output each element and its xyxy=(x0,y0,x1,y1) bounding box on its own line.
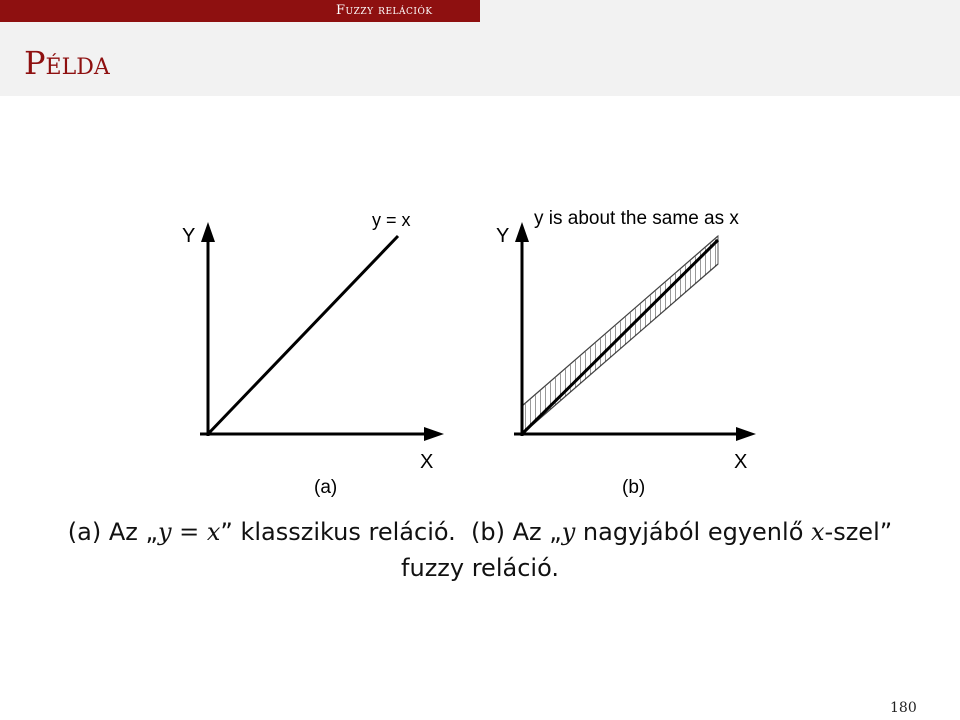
panel-b xyxy=(496,208,756,498)
panel-b-y-arrow xyxy=(515,222,529,242)
caption-line-1 xyxy=(40,514,920,550)
caption-b-mid: nagyjából egyenlő xyxy=(575,518,811,546)
panel-b-x-arrow xyxy=(736,427,756,441)
panel-b-y-label: Y xyxy=(496,225,510,247)
panel-b-line-label: y is about the same as x xyxy=(534,208,739,229)
top-bar xyxy=(0,0,960,22)
panel-a-x-label: X xyxy=(420,451,434,473)
caption-b-prefix: (b) Az „ xyxy=(471,518,562,546)
relation-figure xyxy=(170,200,790,500)
caption-b-var2: x xyxy=(811,518,825,546)
caption-b-suffix: -szel” xyxy=(824,518,893,546)
caption-b-var: y xyxy=(561,518,576,546)
panel-b-band-lower-edge xyxy=(522,264,718,434)
panel-a-y-arrow xyxy=(201,222,215,242)
panel-b-x-label: X xyxy=(734,451,748,473)
panel-a-line-label: y = x xyxy=(372,210,411,230)
panel-b-identity-line xyxy=(522,240,718,434)
panel-b-label: (b) xyxy=(622,477,646,498)
figure-caption xyxy=(40,514,920,586)
panel-a-x-arrow xyxy=(424,427,444,441)
panel-a xyxy=(182,210,444,498)
caption-a-suffix: ” klasszikus reláció. xyxy=(220,518,456,546)
panel-a-label: (a) xyxy=(314,477,338,498)
caption-a-prefix: (a) Az „ xyxy=(67,518,158,546)
page-number: 180 xyxy=(890,700,917,716)
caption-line-2: fuzzy reláció. xyxy=(401,554,559,582)
panel-b-band-upper-edge xyxy=(522,236,718,406)
title-bar xyxy=(0,22,960,96)
panel-a-identity-line xyxy=(208,236,398,434)
section-title: Fuzzy relációk xyxy=(336,3,433,18)
slide-title: Példa xyxy=(24,44,110,82)
caption-a-expr: y = x xyxy=(157,518,221,546)
panel-a-y-label: Y xyxy=(182,225,196,247)
